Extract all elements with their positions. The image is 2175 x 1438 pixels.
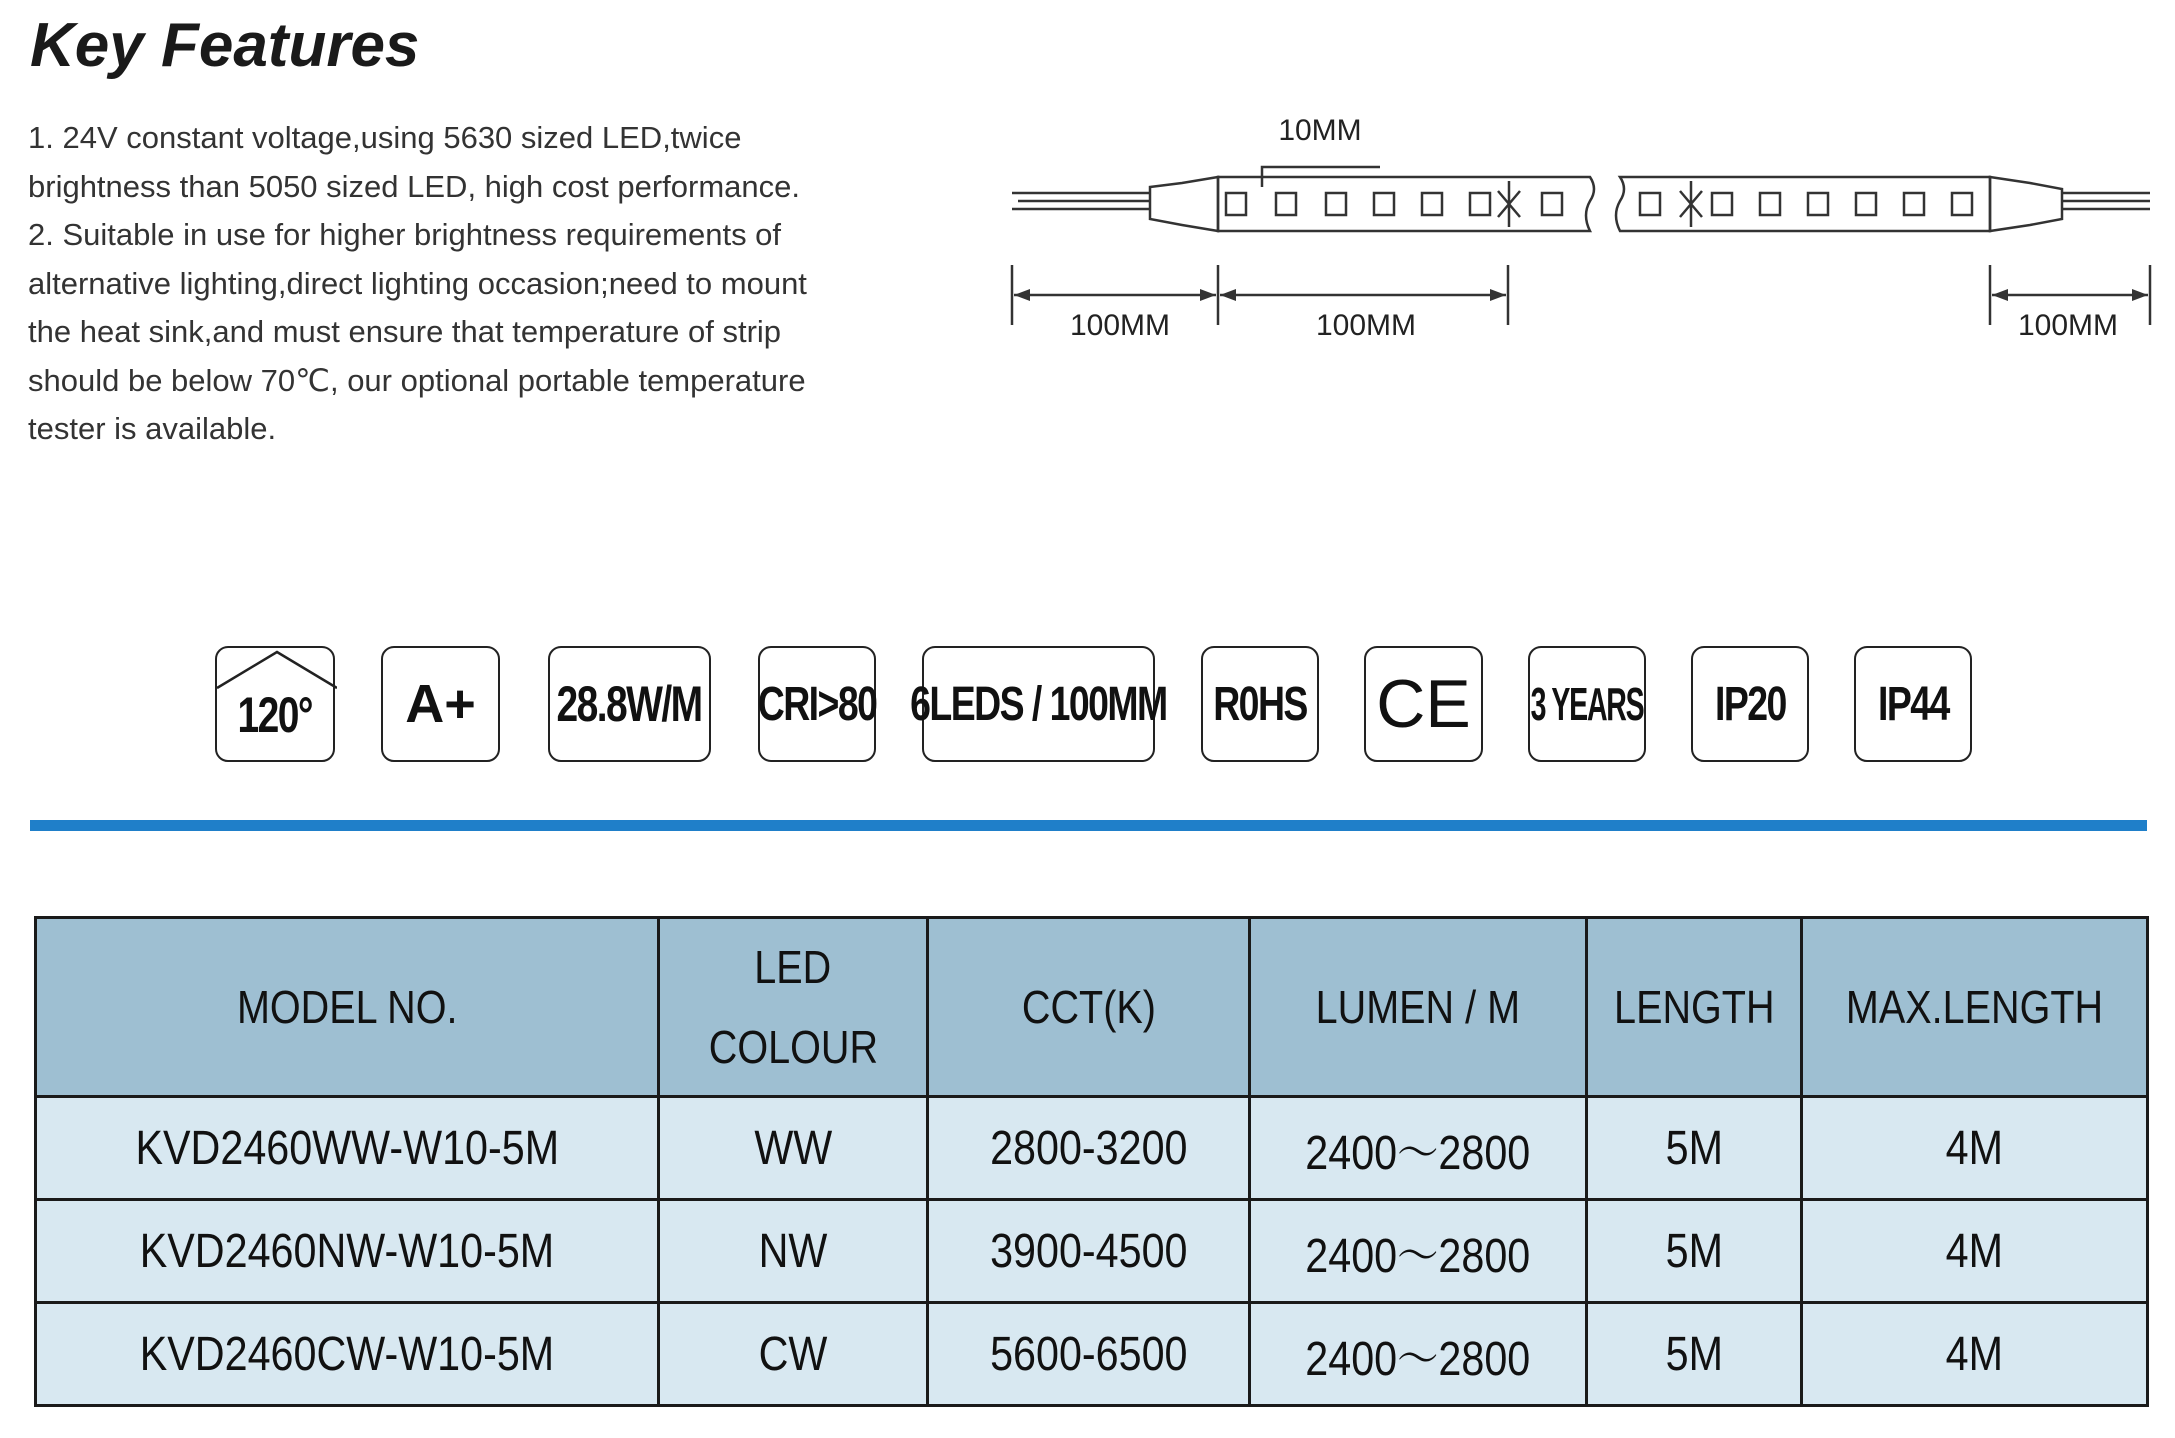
badge-rohs <box>1201 646 1319 762</box>
led-chip <box>1470 193 1490 215</box>
col-header-length: LENGTH <box>1587 918 1802 1097</box>
cell-length: 5M <box>1587 1200 1802 1303</box>
cell-lumen: 2400～2800 <box>1250 1200 1587 1303</box>
table-row <box>36 1097 2148 1200</box>
badge-label: 3 YEARS <box>1530 678 1644 730</box>
badge-label: A+ <box>405 674 476 734</box>
table-row <box>36 1303 2148 1406</box>
strip-diagram <box>1000 105 2160 365</box>
led-chip <box>1952 193 1972 215</box>
right-connector <box>1990 177 2062 231</box>
feature-list <box>28 114 908 454</box>
badge-ip20 <box>1691 646 1809 762</box>
section-divider <box>30 820 2147 831</box>
feature-line: alternative lighting,direct lighting occasion;need to mount <box>28 265 807 301</box>
ce-mark: CE <box>1376 666 1471 742</box>
badge-label: R0HS <box>1213 677 1307 731</box>
cell-model: KVD2460CW-W10-5M <box>36 1303 659 1406</box>
badge-label: 120° <box>237 687 313 743</box>
led-chip <box>1712 193 1732 215</box>
left-connector <box>1150 177 1218 231</box>
cell-max-length: 4M <box>1802 1097 2148 1200</box>
col-header-cct: CCT(K) <box>928 918 1250 1097</box>
cell-cct: 3900-4500 <box>928 1200 1250 1303</box>
spec-table <box>34 916 2149 1407</box>
cell-cct: 2800-3200 <box>928 1097 1250 1200</box>
badge-cri <box>758 646 876 762</box>
led-chip <box>1760 193 1780 215</box>
dim-mid-label: 100MM <box>1315 309 1417 342</box>
badge-warranty <box>1528 646 1646 762</box>
cell-length: 5M <box>1587 1097 1802 1200</box>
cell-model: KVD2460NW-W10-5M <box>36 1200 659 1303</box>
cell-max-length: 4M <box>1802 1200 2148 1303</box>
cell-model: KVD2460WW-W10-5M <box>36 1097 659 1200</box>
strip-section-left <box>1218 177 1594 231</box>
col-header-led-colour: LED COLOUR <box>659 918 928 1097</box>
led-chip <box>1856 193 1876 215</box>
cell-cct: 5600-6500 <box>928 1303 1250 1406</box>
led-chip <box>1542 193 1562 215</box>
page-title: Key Features <box>30 11 420 80</box>
led-chip <box>1640 193 1660 215</box>
left-wires <box>1012 193 1150 209</box>
pitch-label: 10MM <box>1278 114 1362 147</box>
cell-max-length: 4M <box>1802 1303 2148 1406</box>
badge-label: IP20 <box>1714 677 1786 731</box>
led-chip <box>1226 193 1246 215</box>
cell-lumen: 2400～2800 <box>1250 1097 1587 1200</box>
badge-beam-angle <box>215 646 335 762</box>
col-header-model: MODEL NO. <box>36 918 659 1097</box>
led-chip <box>1808 193 1828 215</box>
feature-line: the heat sink,and must ensure that temperature of strip <box>28 314 782 349</box>
badge-label: 6LEDS / 100MM <box>910 677 1167 731</box>
feature-line: tester is available. <box>28 411 277 446</box>
strip-drawing <box>1000 105 2160 365</box>
feature-line: 2. Suitable in use for higher brightness requirements of <box>28 217 782 252</box>
cell-led-colour: WW <box>659 1097 928 1200</box>
feature-line: 1. 24V constant voltage,using 5630 sized LED,twice <box>28 120 742 155</box>
col-header-max-length: MAX.LENGTH <box>1802 918 2148 1097</box>
feature-line: brightness than 5050 sized LED, high cost performance. <box>28 168 801 204</box>
badge-label: CRI>80 <box>757 677 877 731</box>
badge-led-density <box>910 646 1167 762</box>
cell-lumen: 2400～2800 <box>1250 1303 1587 1406</box>
badge-ip44 <box>1854 646 1972 762</box>
cut-mark <box>1680 181 1702 227</box>
cell-led-colour: CW <box>659 1303 928 1406</box>
led-chip <box>1422 193 1442 215</box>
led-chip <box>1374 193 1394 215</box>
table-row <box>36 1200 2148 1303</box>
right-wires <box>2062 193 2150 209</box>
badge-label: 28.8W/M <box>556 676 703 732</box>
table-header-row <box>36 918 2148 1097</box>
dim-left-label: 100MM <box>1069 309 1171 342</box>
cell-length: 5M <box>1587 1303 1802 1406</box>
cell-led-colour: NW <box>659 1200 928 1303</box>
badge-energy-class <box>381 646 500 762</box>
led-chip <box>1326 193 1346 215</box>
col-header-lumen: LUMEN / M <box>1250 918 1587 1097</box>
badge-label: IP44 <box>1877 677 1949 731</box>
badge-power <box>548 646 711 762</box>
led-chip <box>1276 193 1296 215</box>
strip-section-right <box>1616 177 1990 231</box>
led-chip <box>1904 193 1924 215</box>
feature-line: should be below 70℃, our optional portable temperature <box>28 362 806 398</box>
cut-mark <box>1498 181 1520 227</box>
dim-right-label: 100MM <box>2017 309 2119 342</box>
badge-ce <box>1364 646 1483 762</box>
